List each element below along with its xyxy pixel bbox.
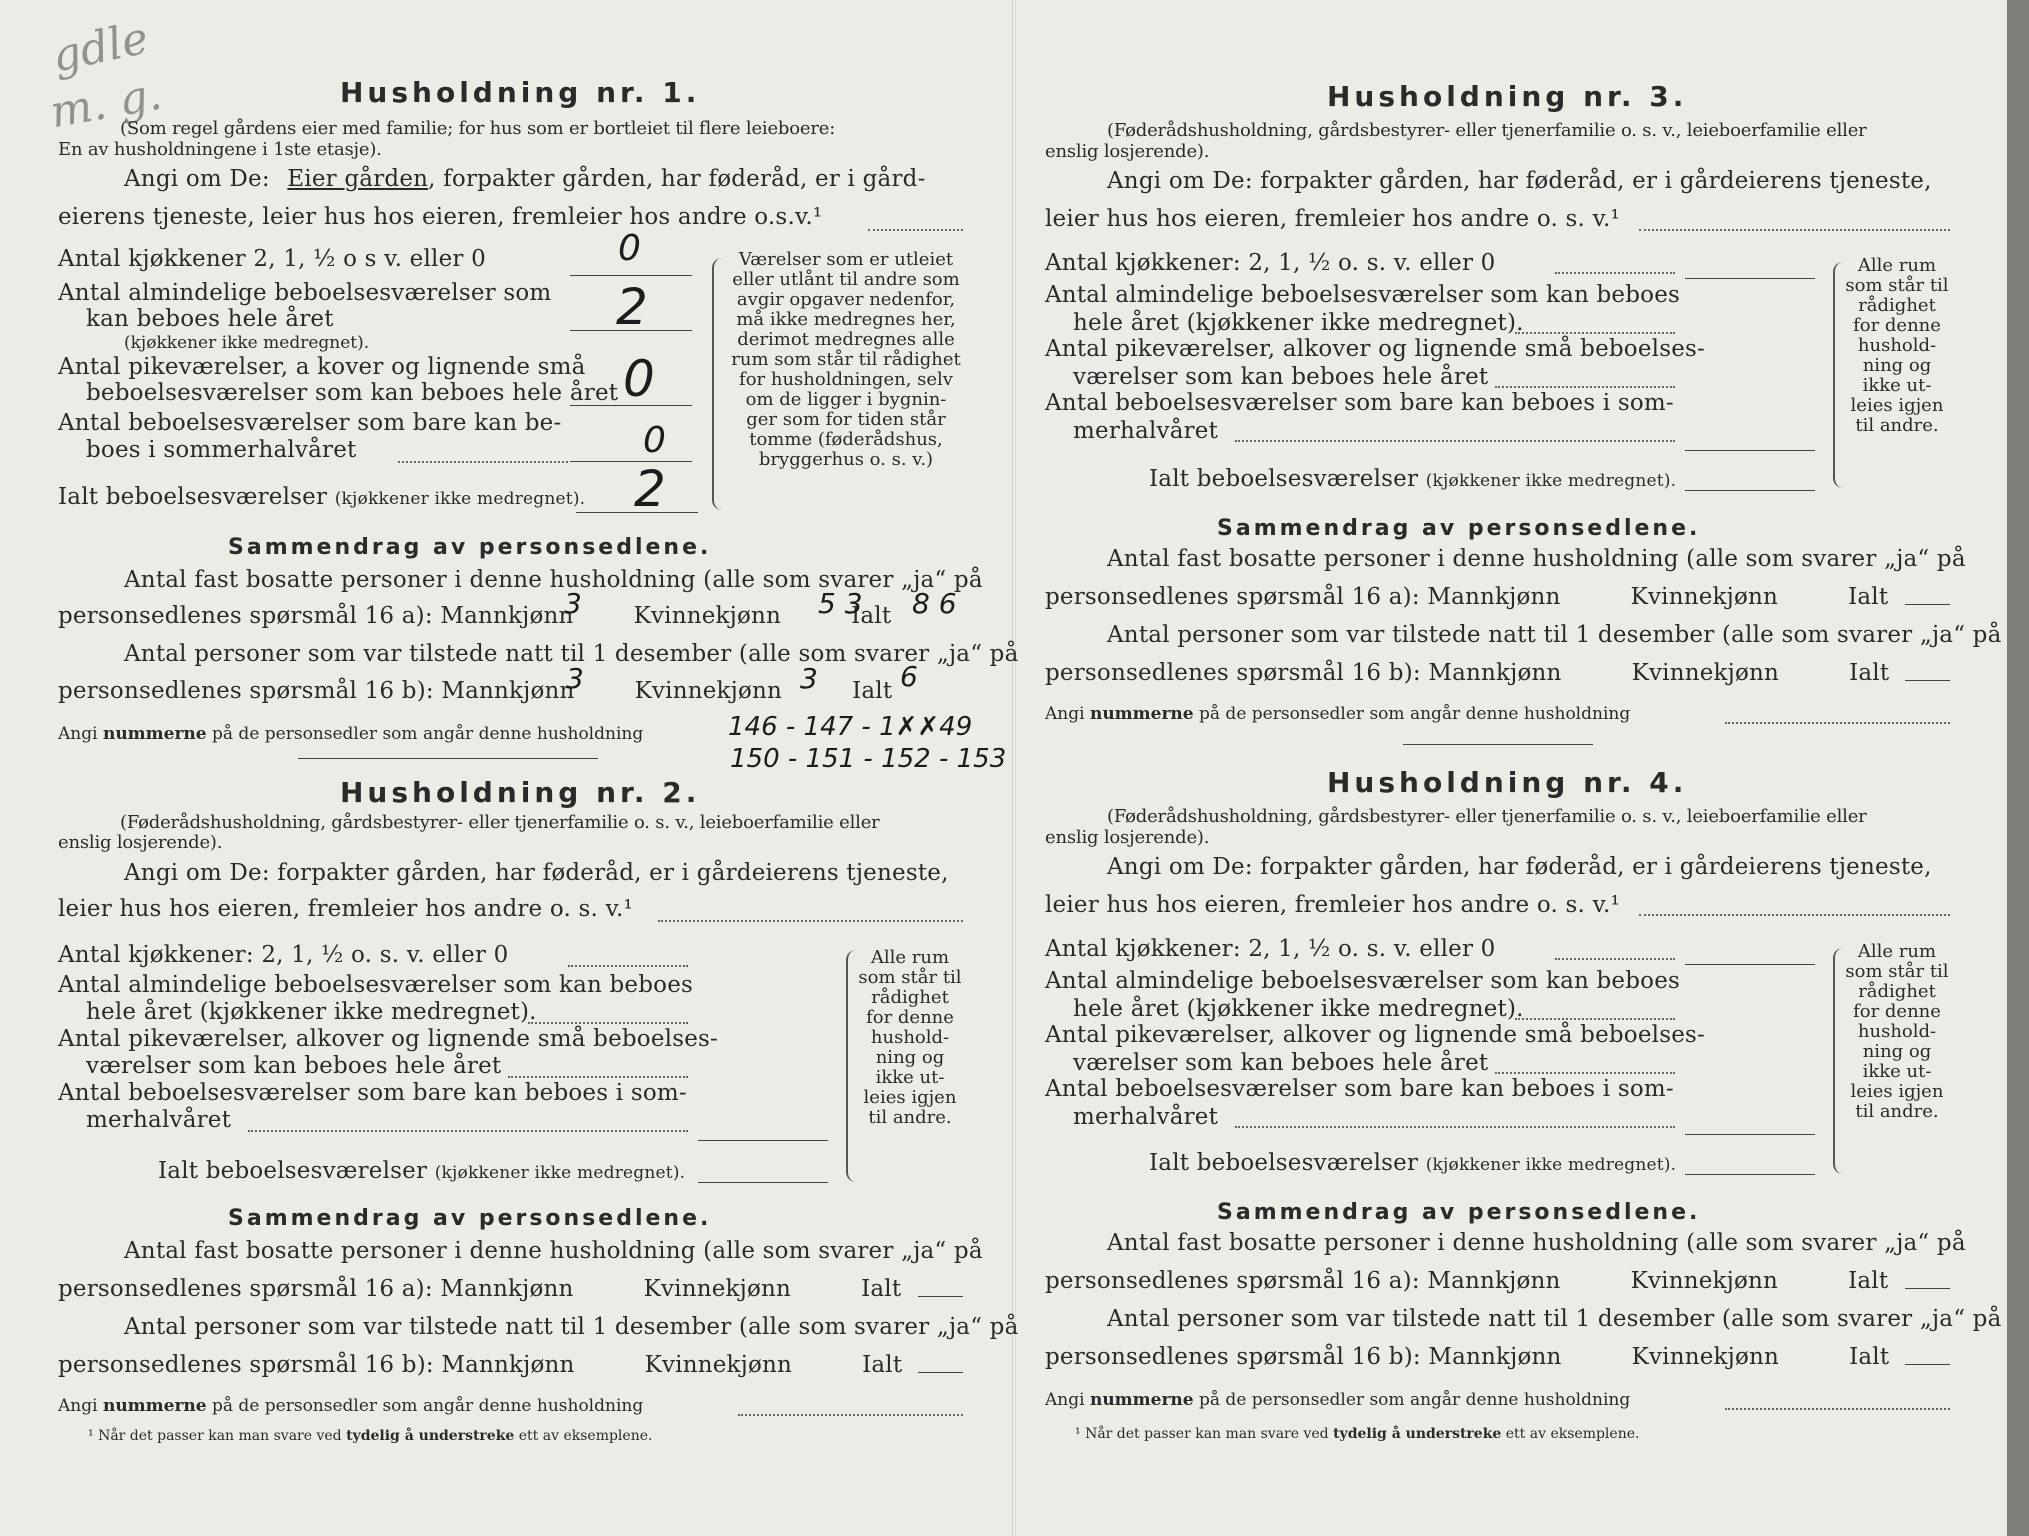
- h2-row-summer-2: merhalvåret: [86, 1107, 232, 1133]
- h4-numbers-fill-line: [1725, 1408, 1950, 1410]
- side-note-line: hushold-: [870, 1027, 950, 1048]
- h4-present-ialt-line: [1905, 1364, 1950, 1365]
- side-note-line: for husholdningen, selv: [739, 369, 953, 390]
- angi-word: Angi: [1045, 704, 1085, 724]
- h3-summary-line1: Antal fast bosatte personer i denne husholdning (alle som svarer „ja“ på: [1107, 546, 1966, 572]
- household-2-note-line1: (Føderådshusholdning, gårdsbestyrer- eller tjenerfamilie o. s. v., leieboerfamilie eller: [120, 812, 880, 833]
- h4-row-summer-2: merhalvåret: [1073, 1104, 1219, 1130]
- h2-numbers-line: [58, 1396, 643, 1416]
- h4-maid-dots: [1495, 1072, 1675, 1074]
- h3-numbers-fill-line: [1725, 722, 1950, 724]
- h4-row-summer-1: Antal beboelsesværelser som bare kan beboes i som-: [1045, 1076, 1674, 1102]
- h2-summary-line4: [58, 1352, 902, 1378]
- h4-row-rooms-2: hele året (kjøkkener ikke medregnet).: [1073, 996, 1524, 1022]
- h1-brace: [712, 258, 724, 510]
- total-note: (kjøkkener ikke medregnet).: [334, 489, 586, 509]
- h3-summary-line2: [1045, 584, 1888, 610]
- h3-summer-line: [1685, 450, 1815, 451]
- h2-side-note: [858, 948, 962, 1128]
- ialt-label: Ialt: [851, 603, 892, 629]
- h1-summer-value: 0: [643, 420, 666, 461]
- h2-summary-title: Sammendrag av personsedlene.: [228, 1206, 712, 1231]
- h1-fast-ialt-value: 8 6: [912, 587, 957, 620]
- h4-summary-line1: Antal fast bosatte personer i denne husholdning (alle som svarer „ja“ på: [1107, 1230, 1966, 1256]
- side-note-line: til andre.: [1855, 1101, 1939, 1122]
- h1-rooms-value: 2: [616, 278, 648, 336]
- h4-kitchens-dots: [1555, 958, 1675, 960]
- h1-row-total: [58, 484, 585, 510]
- household-2-angi-line2: leier hus hos eieren, fremleier hos andre o. s. v.¹: [58, 896, 633, 922]
- h3-row-maid-1: Antal pikeværelser, alkover og lignende små beboelses-: [1045, 336, 1706, 362]
- household-1-note-line2: En av husholdningene i 1ste etasje).: [58, 139, 382, 160]
- side-note-line: rådighet: [871, 987, 949, 1008]
- ialt-label: Ialt: [1849, 1344, 1890, 1370]
- footnote-end: ett av eksemplene.: [1505, 1426, 1640, 1442]
- angi-word: Angi: [1045, 1390, 1085, 1410]
- side-note-line: ikke ut-: [875, 1067, 945, 1088]
- h4-angi-fill-line: [1639, 914, 1950, 916]
- h3-total-line: [1685, 490, 1815, 491]
- total-note: (kjøkkener ikke medregnet).: [1425, 471, 1677, 491]
- h1-row-maid-1: Antal pikeværelser, a kover og lignende små: [58, 354, 586, 380]
- h2-rooms-dots: [528, 1022, 688, 1024]
- ialt-label: Ialt: [1849, 660, 1890, 686]
- h3-numbers-line: [1045, 704, 1630, 724]
- household-3-note-line2: enslig losjerende).: [1045, 141, 1210, 162]
- nummerne-word: nummerne: [102, 724, 207, 744]
- side-note-line: Alle rum: [1857, 255, 1937, 276]
- h1-row-rooms-2: kan beboes hele året: [86, 306, 334, 332]
- h1-numbers-line1: 146 - 147 - 1✗✗49: [728, 712, 973, 742]
- corner-pencil-note-2: m. g.: [46, 68, 166, 139]
- numbers-text: på de personsedler som angår denne husholdning: [1199, 1390, 1631, 1410]
- h1-present-k-value: 3: [800, 662, 818, 695]
- numbers-text: på de personsedler som angår denne husholdning: [1199, 704, 1631, 724]
- h3-summary-line3: Antal personer som var tilstede natt til 1 desember (alle som svarer „ja“ på: [1107, 622, 2002, 648]
- h1-row-rooms-3: (kjøkkener ikke medregnet).: [124, 333, 370, 353]
- h4-row-total: [1149, 1150, 1676, 1176]
- mannkjonn-label: personsedlenes spørsmål 16 a): Mannkjønn: [58, 603, 574, 629]
- h3-row-rooms-2: hele året (kjøkkener ikke medregnet).: [1073, 310, 1524, 336]
- kvinnekjonn-label: Kvinnekjønn: [644, 1352, 793, 1378]
- h1-row-maid-2: beboelsesværelser som kan beboes hele året: [86, 380, 619, 406]
- household-4-title: Husholdning nr. 4.: [1327, 766, 1688, 799]
- mannkjonn-label: personsedlenes spørsmål 16 a): Mannkjønn: [58, 1276, 574, 1302]
- angi-label: Angi om De:: [124, 166, 270, 192]
- kvinnekjonn-label: Kvinnekjønn: [643, 1276, 792, 1302]
- h1-side-note: [730, 250, 962, 470]
- h1-present-m-value: 3: [566, 662, 584, 695]
- angi-word: Angi: [58, 1396, 98, 1416]
- side-note-line: ning og: [1862, 355, 1932, 376]
- h3-side-note: [1845, 256, 1949, 436]
- h1-summary-line2: [58, 603, 891, 629]
- side-note-line: som står til: [858, 967, 962, 988]
- h3-separator: [1403, 744, 1593, 745]
- side-note-line: tomme (føderådshus,: [749, 429, 943, 450]
- household-1-title: Husholdning nr. 1.: [340, 76, 701, 109]
- kvinnekjonn-label: Kvinnekjønn: [633, 603, 782, 629]
- side-note-line: for denne: [1853, 1001, 1941, 1022]
- side-note-line: hushold-: [1857, 335, 1937, 356]
- h2-angi-fill-line: [658, 920, 963, 922]
- side-note-line: derimot medregnes alle: [737, 329, 955, 350]
- household-2-note-line2: enslig losjerende).: [58, 832, 223, 853]
- h1-summer-line: [570, 461, 692, 462]
- side-note-line: til andre.: [1855, 415, 1939, 436]
- h2-footnote: [88, 1428, 652, 1444]
- footnote-end: ett av eksemplene.: [518, 1428, 653, 1444]
- household-3-angi-line1: Angi om De: forpakter gården, har føderåd, er i gårdeierens tjeneste,: [1107, 168, 1932, 194]
- h4-summer-dots: [1235, 1126, 1675, 1128]
- h3-present-ialt-line: [1905, 680, 1950, 681]
- h4-numbers-line: [1045, 1390, 1630, 1410]
- household-4-note-line1: (Føderådshusholdning, gårdsbestyrer- eller tjenerfamilie o. s. v., leieboerfamilie eller: [1107, 806, 1867, 827]
- page-edge: [2007, 0, 2029, 1536]
- side-note-line: for denne: [1853, 315, 1941, 336]
- household-3-note-line1: (Føderådshusholdning, gårdsbestyrer- eller tjenerfamilie o. s. v., leieboerfamilie eller: [1107, 120, 1867, 141]
- angi-fill-line: [868, 229, 963, 231]
- h1-separator: [298, 758, 598, 759]
- kvinnekjonn-label: Kvinnekjønn: [1630, 1268, 1779, 1294]
- h3-angi-fill-line: [1639, 229, 1950, 231]
- left-page: [58, 0, 1019, 1536]
- h2-row-total: [158, 1158, 685, 1184]
- h4-kitchens-line: [1685, 964, 1815, 965]
- h2-row-rooms-2: hele året (kjøkkener ikke medregnet).: [86, 999, 537, 1025]
- h1-row-summer-1: Antal beboelsesværelser som bare kan be-: [58, 410, 562, 436]
- angi-word: Angi: [58, 724, 98, 744]
- side-note-line: ger som for tiden står: [746, 409, 946, 430]
- h4-summary-line4: [1045, 1344, 1889, 1370]
- h2-row-kitchens: Antal kjøkkener: 2, 1, ½ o. s. v. eller 0: [58, 942, 509, 968]
- side-note-line: for denne: [866, 1007, 954, 1028]
- total-label: Ialt beboelsesværelser: [158, 1158, 428, 1184]
- footnote-bold: tydelig å understreke: [346, 1428, 515, 1444]
- kvinnekjonn-label: Kvinnekjønn: [1630, 584, 1779, 610]
- total-note: (kjøkkener ikke medregnet).: [1425, 1155, 1677, 1175]
- side-note-line: hushold-: [1857, 1021, 1937, 1042]
- h1-numbers-line2: 150 - 151 - 152 - 153: [730, 744, 1007, 774]
- side-note-line: ikke ut-: [1862, 1061, 1932, 1082]
- ialt-label: Ialt: [852, 678, 893, 704]
- household-1-angi-line1: [124, 166, 926, 192]
- h2-summer-dots: [248, 1130, 688, 1132]
- h4-side-note: [1845, 942, 1949, 1122]
- h2-total-line: [698, 1182, 828, 1183]
- h4-summary-line3: Antal personer som var tilstede natt til 1 desember (alle som svarer „ja“ på: [1107, 1306, 2002, 1332]
- total-note: (kjøkkener ikke medregnet).: [434, 1163, 686, 1183]
- side-note-line: må ikke medregnes her,: [736, 309, 956, 330]
- h3-summary-line4: [1045, 660, 1889, 686]
- h4-rooms-dots: [1515, 1018, 1675, 1020]
- h1-summary-line4: [58, 678, 892, 704]
- h4-summary-line2: [1045, 1268, 1888, 1294]
- side-note-line: leies igjen: [863, 1087, 957, 1108]
- mannkjonn-label: personsedlenes spørsmål 16 a): Mannkjønn: [1045, 584, 1561, 610]
- h4-summary-title: Sammendrag av personsedlene.: [1217, 1200, 1701, 1225]
- h3-summary-title: Sammendrag av personsedlene.: [1217, 516, 1701, 541]
- kvinnekjonn-label: Kvinnekjønn: [634, 678, 783, 704]
- ialt-label: Ialt: [861, 1276, 902, 1302]
- h2-summer-line: [698, 1140, 828, 1141]
- ialt-label: Ialt: [1848, 584, 1889, 610]
- side-note-line: om de ligger i bygnin-: [745, 389, 947, 410]
- h2-row-summer-1: Antal beboelsesværelser som bare kan beboes i som-: [58, 1080, 687, 1106]
- h1-maid-value: 0: [623, 350, 655, 408]
- footnote-bold: tydelig å understreke: [1333, 1426, 1502, 1442]
- h2-numbers-fill-line: [738, 1414, 963, 1416]
- h3-row-rooms-1: Antal almindelige beboelsesværelser som kan beboes: [1045, 282, 1681, 308]
- side-note-line: som står til: [1845, 961, 1949, 982]
- side-note-line: leies igjen: [1850, 395, 1944, 416]
- ialt-label: Ialt: [1848, 1268, 1889, 1294]
- h4-row-maid-1: Antal pikeværelser, alkover og lignende små beboelses-: [1045, 1022, 1706, 1048]
- h1-present-ialt-value: 6: [900, 660, 918, 693]
- h3-row-summer-1: Antal beboelsesværelser som bare kan beboes i som-: [1045, 390, 1674, 416]
- footnote-text: ¹ Når det passer kan man svare ved: [1075, 1426, 1329, 1442]
- side-note-line: leies igjen: [1850, 1081, 1944, 1102]
- side-note-line: Alle rum: [870, 947, 950, 968]
- ialt-label: Ialt: [862, 1352, 903, 1378]
- h2-row-maid-1: Antal pikeværelser, alkover og lignende små beboelses-: [58, 1026, 719, 1052]
- h3-row-total: [1149, 466, 1676, 492]
- h4-row-maid-2: værelser som kan beboes hele året: [1073, 1050, 1489, 1076]
- mannkjonn-label: personsedlenes spørsmål 16 b): Mannkjønn: [1045, 660, 1562, 686]
- kvinnekjonn-label: Kvinnekjønn: [1631, 1344, 1780, 1370]
- h2-fast-ialt-line: [918, 1296, 963, 1297]
- nummerne-word: nummerne: [1089, 1390, 1194, 1410]
- h2-brace: [846, 950, 858, 1182]
- mannkjonn-label: personsedlenes spørsmål 16 b): Mannkjønn: [1045, 1344, 1562, 1370]
- nummerne-word: nummerne: [102, 1396, 207, 1416]
- side-note-line: avgir opgaver nedenfor,: [736, 289, 956, 310]
- h1-numbers-line: [58, 724, 643, 744]
- total-label: Ialt beboelsesværelser: [1149, 466, 1419, 492]
- h1-row-kitchens: Antal kjøkkener 2, 1, ½ o s v. eller 0: [58, 246, 486, 272]
- h4-total-line: [1685, 1174, 1815, 1175]
- side-note-line: Alle rum: [1857, 941, 1937, 962]
- h2-summary-line3: Antal personer som var tilstede natt til 1 desember (alle som svarer „ja“ på: [124, 1314, 1019, 1340]
- kvinnekjonn-label: Kvinnekjønn: [1631, 660, 1780, 686]
- h3-rooms-dots: [1515, 332, 1675, 334]
- h1-summary-line3: Antal personer som var tilstede natt til 1 desember (alle som svarer „ja“ på: [124, 641, 1019, 667]
- corner-pencil-note-1: gdle: [47, 12, 153, 83]
- h4-summer-line: [1685, 1134, 1815, 1135]
- side-note-line: ning og: [875, 1047, 945, 1068]
- household-3-title: Husholdning nr. 3.: [1327, 80, 1688, 113]
- h2-present-ialt-line: [918, 1372, 963, 1373]
- h3-kitchens-line: [1685, 278, 1815, 279]
- mannkjonn-label: personsedlenes spørsmål 16 b): Mannkjønn: [58, 1352, 575, 1378]
- h1-row-rooms-1: Antal almindelige beboelsesværelser som: [58, 280, 552, 306]
- h2-kitchens-dots: [568, 965, 688, 967]
- h2-row-rooms-1: Antal almindelige beboelsesværelser som kan beboes: [58, 972, 694, 998]
- household-3-angi-line2: leier hus hos eieren, fremleier hos andre o. s. v.¹: [1045, 206, 1620, 232]
- side-note-line: Værelser som er utleiet: [738, 249, 954, 270]
- total-label: Ialt beboelsesværelser: [1149, 1150, 1419, 1176]
- numbers-text: på de personsedler som angår denne husholdning: [212, 724, 644, 744]
- h3-row-kitchens: Antal kjøkkener: 2, 1, ½ o. s. v. eller 0: [1045, 250, 1496, 276]
- h3-maid-dots: [1495, 386, 1675, 388]
- household-2-title: Husholdning nr. 2.: [340, 776, 701, 809]
- side-note-line: ning og: [1862, 1041, 1932, 1062]
- total-label: Ialt beboelsesværelser: [58, 484, 328, 510]
- side-note-line: rum som står til rådighet: [731, 349, 961, 370]
- household-4-note-line2: enslig losjerende).: [1045, 827, 1210, 848]
- page-fold: [1012, 0, 1016, 1536]
- side-note-line: som står til: [1845, 275, 1949, 296]
- side-note-line: til andre.: [868, 1107, 952, 1128]
- h1-total-value: 2: [634, 460, 666, 518]
- h3-summer-dots: [1235, 440, 1675, 442]
- side-note-line: ikke ut-: [1862, 375, 1932, 396]
- right-page: [1045, 0, 2002, 1536]
- side-note-line: eller utlånt til andre som: [732, 269, 960, 290]
- side-note-line: bryggerhus o. s. v.): [758, 449, 934, 470]
- h3-row-summer-2: merhalvåret: [1073, 418, 1219, 444]
- h4-row-rooms-1: Antal almindelige beboelsesværelser som kan beboes: [1045, 968, 1681, 994]
- h2-summary-line1: Antal fast bosatte personer i denne husholdning (alle som svarer „ja“ på: [124, 1238, 983, 1264]
- household-1-angi-line2: eierens tjeneste, leier hus hos eieren, fremleier hos andre o.s.v.¹: [58, 204, 823, 230]
- side-note-line: rådighet: [1858, 295, 1936, 316]
- h3-row-maid-2: værelser som kan beboes hele året: [1073, 364, 1489, 390]
- h2-maid-dots: [508, 1076, 688, 1078]
- numbers-text: på de personsedler som angår denne husholdning: [212, 1396, 644, 1416]
- household-4-angi-line2: leier hus hos eieren, fremleier hos andre o. s. v.¹: [1045, 892, 1620, 918]
- h3-fast-ialt-line: [1905, 604, 1950, 605]
- h3-kitchens-dots: [1555, 272, 1675, 274]
- mannkjonn-label: personsedlenes spørsmål 16 b): Mannkjønn: [58, 678, 575, 704]
- household-4-angi-line1: Angi om De: forpakter gården, har føderåd, er i gårdeierens tjeneste,: [1107, 854, 1932, 880]
- household-2-angi-line1: Angi om De: forpakter gården, har føderåd, er i gårdeierens tjeneste,: [124, 860, 949, 886]
- h1-kitchens-value: 0: [618, 228, 641, 269]
- h2-row-maid-2: værelser som kan beboes hele året: [86, 1053, 502, 1079]
- angi-options: , forpakter gården, har føderåd, er i gård-: [428, 166, 926, 192]
- h1-fast-k-value: 5 3: [818, 587, 863, 620]
- h1-row-summer-2: boes i sommerhalvåret: [86, 437, 357, 463]
- h4-fast-ialt-line: [1905, 1288, 1950, 1289]
- h4-row-kitchens: Antal kjøkkener: 2, 1, ½ o. s. v. eller 0: [1045, 936, 1496, 962]
- h1-fast-m-value: 3: [564, 587, 582, 620]
- mannkjonn-label: personsedlenes spørsmål 16 a): Mannkjønn: [1045, 1268, 1561, 1294]
- h4-brace: [1833, 948, 1845, 1174]
- h4-footnote: [1075, 1426, 1639, 1442]
- h1-kitchens-line: [570, 275, 692, 276]
- footnote-text: ¹ Når det passer kan man svare ved: [88, 1428, 342, 1444]
- nummerne-word: nummerne: [1089, 704, 1194, 724]
- h1-summer-dots: [398, 461, 568, 463]
- angi-underlined-choice: Eier gården: [287, 166, 429, 192]
- side-note-line: rådighet: [1858, 981, 1936, 1002]
- h1-summary-line1: Antal fast bosatte personer i denne husholdning (alle som svarer „ja“ på: [124, 567, 983, 593]
- h1-summary-title: Sammendrag av personsedlene.: [228, 535, 712, 560]
- h3-brace: [1833, 262, 1845, 488]
- household-1-note-line1: (Som regel gårdens eier med familie; for hus som er bortleiet til flere leieboere:: [120, 118, 836, 139]
- h2-summary-line2: [58, 1276, 901, 1302]
